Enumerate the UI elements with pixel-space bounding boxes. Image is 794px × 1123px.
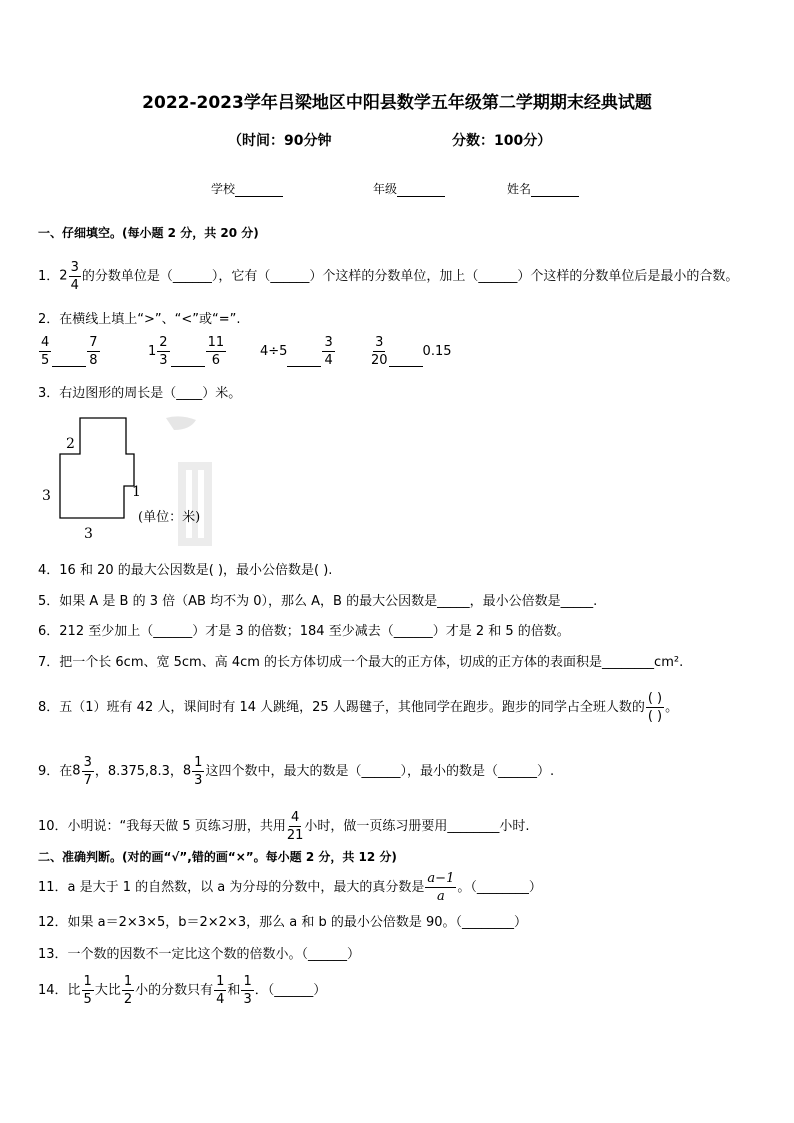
comparison-2 (148, 336, 227, 367)
answer-blank[interactable] (52, 354, 86, 367)
answer-blank[interactable] (287, 354, 321, 367)
question-7: 7．把一个长 6cm、宽 5cm、高 4cm 的长方体切成一个最大的正方体，切成的正方体的表面积是________cm². (38, 655, 684, 670)
mixed-whole: 1 (148, 344, 157, 359)
question-text: 8．五（1）班有 42 人，课间时有 14 人跳绳，25 人踢毽子，其他同学在跑步。跑步的同学占全班人数的 (38, 700, 645, 715)
numerator-blank[interactable]: ( ) (647, 691, 663, 706)
question-text: 小时，做一页练习册要用________小时. (304, 819, 530, 834)
question-text: 9．在 (38, 764, 73, 779)
numerator: 7 (89, 335, 98, 350)
question-text: 11．a 是大于 1 的自然数，以 a 为分母的分数中，最大的真分数是 (38, 880, 425, 895)
fraction (69, 261, 81, 292)
denominator: 20 (371, 353, 388, 368)
question-5: 5．如果 A 是 B 的 3 倍（AB 均不为 0），那么 A，B 的最大公因数是_____，最小公倍数是_____. (38, 594, 598, 609)
question-10 (38, 811, 530, 842)
fraction (157, 336, 169, 367)
denominator: 2 (123, 992, 133, 1007)
grade-label: 年级 (373, 182, 398, 196)
numerator: 1 (216, 974, 225, 989)
fraction (206, 336, 227, 367)
fraction-answer[interactable] (646, 692, 664, 723)
fraction (287, 811, 304, 842)
denominator: 3 (194, 773, 203, 788)
grade-field[interactable] (373, 180, 445, 197)
question-11 (38, 872, 542, 903)
fraction (87, 336, 99, 367)
figure-diagram (38, 410, 238, 550)
question-text: 大比 (94, 983, 121, 998)
question-text: 和 (227, 983, 241, 998)
comparison-3 (260, 336, 336, 367)
question-12: 12．如果 a＝2×3×5，b＝2×2×3，那么 a 和 b 的最小公倍数是 90。（________） (38, 915, 528, 930)
school-field[interactable] (211, 180, 283, 197)
denominator: 4 (324, 353, 333, 368)
question-text: 这四个数中，最大的数是（______），最小的数是（______）. (205, 764, 555, 779)
mixed-whole: 2 (59, 268, 68, 284)
fraction (192, 756, 204, 787)
denominator: 4 (70, 278, 79, 293)
numerator: 1 (83, 974, 92, 989)
question-text: ，8.375,8.3， (94, 764, 183, 779)
answer-blank[interactable] (171, 354, 205, 367)
fraction (39, 336, 51, 367)
comparison-1 (38, 336, 101, 367)
mixed-whole: 8 (182, 763, 192, 779)
question-13: 13．一个数的因数不一定比这个数的倍数小。（______） (38, 947, 361, 962)
denominator: 3 (159, 353, 168, 368)
label-top: 2 (66, 436, 75, 452)
question-text: 14．比 (38, 983, 81, 998)
watermark (166, 416, 212, 546)
question-2: 2．在横线上填上“>”、“<”或“=”. (38, 312, 241, 327)
denominator: 5 (83, 992, 92, 1007)
section-1-heading: 一、仔细填空。(每小题 2 分，共 20 分) (38, 226, 259, 240)
denominator: 6 (211, 353, 220, 368)
question-4: 4．16 和 20 的最大公因数是( )，最小公倍数是( ). (38, 563, 333, 578)
question-8 (38, 692, 678, 723)
numerator: 3 (324, 335, 333, 350)
fraction (371, 336, 388, 367)
numerator: 4 (41, 335, 50, 350)
question-14 (38, 975, 326, 1006)
question-text: 10．小明说：“我每天做 5 页练习册，共用 (38, 819, 286, 834)
name-field[interactable] (507, 180, 579, 197)
school-blank[interactable] (235, 184, 283, 197)
question-text: 小的分数只有 (135, 983, 214, 998)
name-blank[interactable] (531, 184, 579, 197)
numerator: 3 (375, 335, 384, 350)
label-right: 1 (132, 484, 141, 500)
fraction (322, 336, 334, 367)
section-2-heading: 二、准确判断。(对的画“√”,错的画“×”。每小题 2 分，共 12 分) (38, 850, 397, 864)
name-label: 姓名 (507, 182, 532, 196)
fraction (82, 756, 94, 787)
total-score: 分数：100分） (452, 133, 552, 149)
numerator: 1 (123, 974, 133, 989)
question-3: 3．右边图形的周长是（____）米。 (38, 386, 242, 401)
grade-blank[interactable] (397, 184, 445, 197)
question-1 (38, 261, 738, 292)
question-9 (38, 756, 554, 787)
numerator: 3 (70, 260, 79, 275)
figure-outline (60, 418, 134, 518)
numerator: 4 (290, 810, 300, 825)
denominator-blank[interactable]: ( ) (647, 709, 663, 724)
comparison-4 (370, 336, 452, 367)
numerator: 1 (243, 974, 252, 989)
denominator: a (437, 889, 445, 904)
denominator: 21 (286, 828, 304, 843)
page-title: 2022-2023学年吕梁地区中阳县数学五年级第二学期期末经典试题 (142, 93, 652, 113)
numerator: 1 (194, 755, 203, 770)
decimal-value: 0.15 (422, 344, 452, 359)
question-number: 1． (38, 269, 60, 284)
numerator: a−1 (427, 871, 455, 886)
numerator: 2 (159, 335, 168, 350)
fraction (425, 872, 456, 903)
denominator: 3 (243, 992, 252, 1007)
question-text: 的分数单位是（______），它有（______）个这样的分数单位，加上（______）个这样的分数单位后是最小的合数。 (81, 269, 739, 284)
question-text: ．（______） (254, 983, 327, 998)
question-text: 。（________） (457, 880, 542, 895)
school-label: 学校 (211, 182, 236, 196)
fraction (82, 975, 94, 1006)
fraction (214, 975, 226, 1006)
fraction (122, 975, 134, 1006)
fraction (241, 975, 253, 1006)
label-left: 3 (42, 488, 51, 504)
question-end: 。 (665, 700, 679, 715)
numerator: 3 (83, 755, 92, 770)
numerator: 11 (207, 335, 225, 350)
expression: 4÷5 (260, 344, 288, 359)
label-bottom: 3 (84, 526, 93, 542)
time-limit: （时间：90分钟 (228, 133, 332, 149)
question-6: 6．212 至少加上（______）才是 3 的倍数；184 至少减去（______）才是 2 和 5 的倍数。 (38, 624, 570, 639)
denominator: 4 (216, 992, 225, 1007)
denominator: 8 (89, 353, 98, 368)
denominator: 7 (83, 773, 92, 788)
answer-blank[interactable] (389, 354, 423, 367)
mixed-whole: 8 (72, 763, 81, 779)
denominator: 5 (41, 353, 50, 368)
unit-label: (单位：米) (138, 510, 201, 525)
